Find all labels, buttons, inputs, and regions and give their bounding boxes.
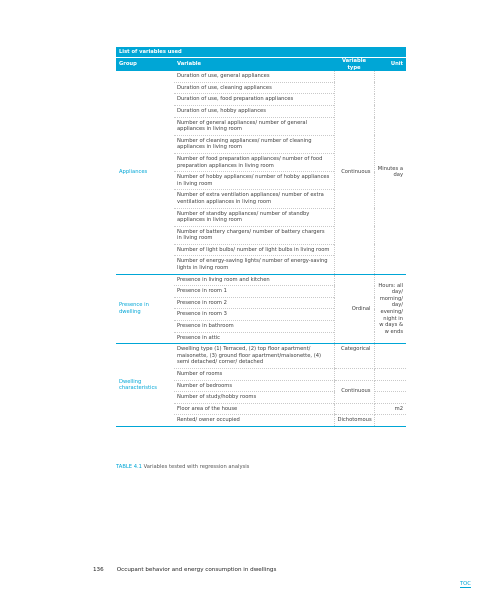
group-presence: Presence in dwelling (116, 274, 174, 344)
header-group: Group (116, 58, 174, 72)
page-footer (93, 567, 276, 573)
variable-cell: Duration of use, food preparation appliances (174, 94, 334, 106)
caption-label: TABLE 4.1 (116, 464, 142, 470)
unit-empty (374, 344, 406, 369)
caption-text: Variables tested with regression analysis (143, 464, 250, 470)
variable-cell: Floor area of the house (174, 403, 334, 415)
header-variable-type: Variable type (334, 58, 374, 72)
variables-table-wrapper (116, 47, 406, 427)
variable-cell: Duration of use, general appliances (174, 71, 334, 82)
variable-cell: Number of standby appliances/ number of standby appliances in living room (174, 208, 334, 226)
variable-cell: Dwelling type (1) Terraced, (2) top floor apartment/ maisonette, (3) ground floor apartment/maisonette, (4) semi detached/ corner/ detached (174, 344, 334, 369)
variable-cell: Duration of use, hobby appliances (174, 105, 334, 117)
unit-empty (374, 415, 406, 427)
variable-cell: Number of extra ventilation appliances/ number of extra ventilation appliances in living room (174, 190, 334, 208)
variable-cell: Duration of use, cleaning appliances (174, 82, 334, 94)
unit-floor-area: m2 (374, 403, 406, 415)
variable-cell: Number of energy-saving lights/ number of energy-saving lights in living room (174, 256, 334, 274)
unit-empty (374, 380, 406, 392)
unit-presence: Hours: all day/ morning/ day/ evening/ night in w days & w ends (374, 274, 406, 344)
table-header-row (116, 58, 406, 72)
variable-cell: Presence in living room and kitchen (174, 274, 334, 286)
variable-cell: Number of cleaning appliances/ number of cleaning appliances in living room (174, 135, 334, 153)
variable-cell: Presence in attic (174, 332, 334, 344)
variable-cell: Number of rooms (174, 369, 334, 381)
table-row (116, 344, 406, 369)
table-row (116, 274, 406, 286)
variable-cell: Rented/ owner occupied (174, 415, 334, 427)
type-continuous: Continuous (334, 380, 374, 403)
table-row (116, 71, 406, 82)
unit-empty (374, 392, 406, 404)
group-appliances: Appliances (116, 71, 174, 274)
variable-cell: Presence in bathroom (174, 321, 334, 333)
type-presence: Ordinal (334, 274, 374, 344)
type-appliances: Continuous (334, 71, 374, 274)
table-caption (116, 464, 249, 470)
unit-empty (374, 369, 406, 381)
variables-table (116, 47, 406, 427)
variable-cell: Presence in room 1 (174, 286, 334, 298)
variable-cell: Number of bedrooms (174, 380, 334, 392)
type-categorical: Categorical (334, 344, 374, 369)
type-empty (334, 403, 374, 415)
table-caption-title: List of variables used (116, 47, 406, 58)
group-dwelling: Dwelling characteristics (116, 344, 174, 427)
variable-cell: Number of hobby appliances/ number of hobby appliances in living room (174, 172, 334, 190)
type-empty (334, 369, 374, 381)
running-title: Occupant behavior and energy consumption in dwellings (116, 567, 277, 573)
variable-cell: Number of battery chargers/ number of battery chargers in living room (174, 226, 334, 244)
variable-cell: Number of food preparation appliances/ number of food preparation appliances in living room (174, 153, 334, 171)
variable-cell: Number of light bulbs/ number of light bulbs in living room (174, 244, 334, 256)
toc-link[interactable]: TOC (460, 581, 471, 587)
header-unit: Unit (374, 58, 406, 72)
variable-cell: Number of study/hobby rooms (174, 392, 334, 404)
unit-appliances: Minutes a day (374, 71, 406, 274)
type-dichotomous: Dichotomous (334, 415, 374, 427)
header-variable: Variable (174, 58, 334, 72)
variable-cell: Number of general appliances/ number of general appliances in living room (174, 117, 334, 135)
page-number: 136 (93, 567, 104, 573)
variable-cell: Presence in room 2 (174, 297, 334, 309)
variable-cell: Presence in room 3 (174, 309, 334, 321)
